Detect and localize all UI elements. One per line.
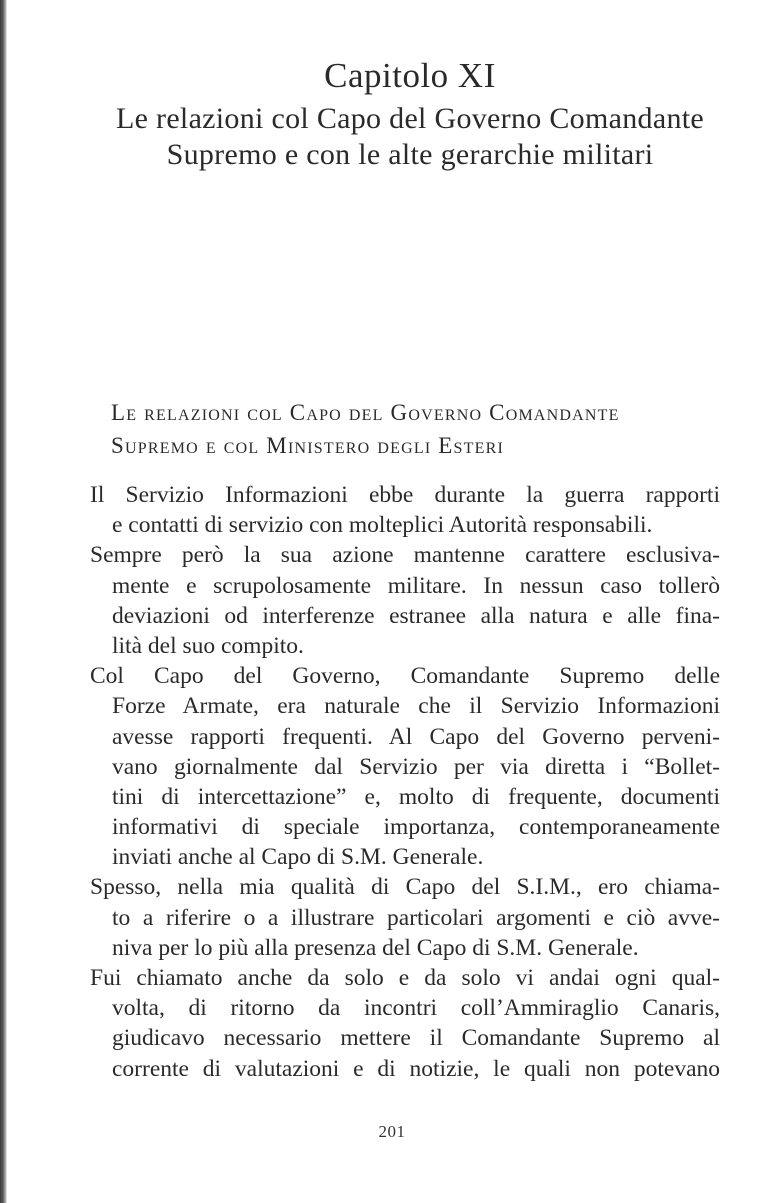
section-heading-line: Supremo e col Ministero degli Esteri [111, 433, 505, 458]
text-line: volta, di ritorno da incontri coll’Ammiraglio Canaris, [112, 995, 720, 1022]
text-line: deviazioni od interferenze estranee alla natura e alle fina- [112, 602, 720, 629]
text-line: Il Servizio Informazioni ebbe durante la guerra rapporti [90, 482, 720, 508]
text-line: tini di intercettazione” e, molto di frequente, documenti [112, 783, 720, 810]
chapter-title-line: Le relazioni col Capo del Governo Comandante [115, 102, 704, 135]
chapter-title [60, 101, 760, 173]
text-line: inviati anche al Capo di S.M. Generale. [112, 844, 484, 871]
text-line: corrente di valutazioni e di notizie, le quali non potevano [112, 1055, 720, 1082]
text-line: niva per lo più alla presenza del Capo di S.M. Generale. [112, 934, 639, 961]
text-line: vano giornalmente dal Servizio per via diretta i “Bollet- [112, 753, 720, 780]
text-line: avesse rapporti frequenti. Al Capo del Governo perveni- [112, 723, 720, 750]
text-line: Forze Armate, era naturale che il Servizio Informazioni [112, 693, 720, 720]
text-line: Spesso, nella mia qualità di Capo del S.I.M., ero chiama- [90, 874, 720, 901]
section-heading [111, 396, 731, 462]
text-line: giudicavo necessario mettere il Comandante Supremo al [112, 1025, 720, 1052]
body-text [90, 480, 720, 1084]
page-number: 201 [378, 1122, 406, 1141]
section-heading-line: Le relazioni col Capo del Governo Comandante [111, 400, 620, 425]
text-line: Col Capo del Governo, Comandante Supremo delle [90, 663, 720, 690]
chapter-header [60, 55, 760, 173]
text-line: to a riferire o a illustrare particolari argomenti e ciò avve- [112, 904, 720, 931]
text-line: lità del suo compito. [112, 632, 304, 659]
chapter-number: Capitolo XI [324, 56, 496, 95]
text-line: Fui chiamato anche da solo e da solo vi andai ogni qual- [90, 965, 720, 991]
text-line: e contatti di servizio con molteplici Autorità responsabili. [112, 512, 653, 539]
text-line: Sempre però la sua azione mantenne carattere esclusiva- [90, 542, 720, 569]
chapter-title-line: Supremo e con le alte gerarchie militari [166, 138, 654, 171]
text-line: informativi di speciale importanza, contemporaneamente [112, 814, 720, 841]
text-line: mente e scrupolosamente militare. In nessun caso tollerò [112, 572, 720, 599]
